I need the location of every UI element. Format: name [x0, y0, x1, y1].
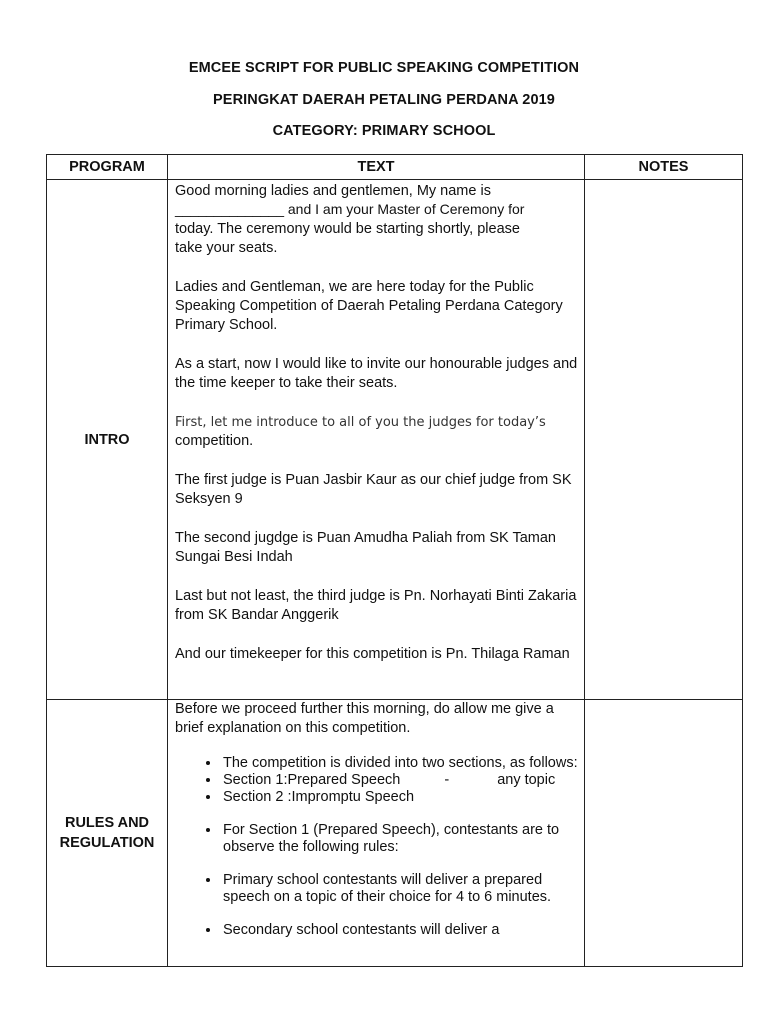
intro-greeting-line2: ______________ and I am your Master of Ceremony for	[175, 201, 525, 217]
program-label-rules-line2: REGULATION	[59, 835, 155, 851]
program-label-rules-line1: RULES AND	[64, 815, 150, 831]
table-header-row	[47, 155, 743, 180]
intro-paragraph-greeting	[175, 182, 578, 258]
rules-bullet-list-sections	[175, 755, 578, 806]
rules-bullet-primary: • Primary school contestants will deliver a prepared speech on a topic of their choice for 4 to 6 minutes.	[221, 872, 578, 906]
program-cell-intro	[47, 180, 168, 700]
section1-dash: -	[444, 772, 450, 788]
column-header-text: TEXT	[168, 155, 585, 180]
table-row-intro	[47, 180, 743, 700]
rules-bullet-list-section1-rules	[175, 822, 578, 856]
intro-greeting-line1: Good morning ladies and gentlemen, My name is	[175, 183, 491, 199]
section1-label: Section 1:Prepared Speech	[223, 772, 401, 788]
intro-paragraph-judge2: The second jugdge is Puan Amudha Paliah from SK Taman Sungai Besi Indah	[175, 530, 556, 565]
intro-paragraph-timekeeper: And our timekeeper for this competition is Pn. Thilaga Raman	[175, 646, 570, 662]
rules-bullet-section2: • Section 2 :Impromptu Speech	[221, 789, 578, 806]
column-header-notes: NOTES	[585, 155, 743, 180]
section1-topic: any topic	[497, 772, 556, 788]
rules-bullet-section1-rules: • For Section 1 (Prepared Speech), contestants are to observe the following rules:	[221, 822, 578, 856]
rules-bullet-list-primary	[175, 872, 578, 906]
rules-paragraph-intro: Before we proceed further this morning, do allow me give a brief explanation on this competition.	[175, 701, 554, 736]
category-heading: CATEGORY: PRIMARY SCHOOL	[272, 123, 496, 139]
script-table	[46, 154, 743, 967]
intro-paragraph-judges	[175, 413, 578, 451]
rules-bullet-secondary: • Secondary school contestants will deliver a	[221, 922, 578, 939]
rules-bullet-list-secondary	[175, 922, 578, 939]
column-header-program: PROGRAM	[47, 155, 168, 180]
rules-bullet-section1	[221, 772, 578, 789]
program-label-intro: INTRO	[84, 431, 130, 448]
notes-cell-intro	[585, 180, 743, 700]
notes-cell-rules	[585, 700, 743, 967]
text-cell-rules	[168, 700, 585, 967]
intro-judges-line1: First, let me introduce to all of you the judges for today’s	[175, 415, 546, 430]
program-cell-rules	[47, 700, 168, 967]
intro-paragraph-invite: As a start, now I would like to invite our honourable judges and the time keeper to take their seats.	[175, 356, 578, 391]
intro-paragraph-judge1: The first judge is Puan Jasbir Kaur as our chief judge from SK Seksyen 9	[175, 472, 572, 507]
intro-paragraph-judge3: Last but not least, the third judge is Pn. Norhayati Binti Zakaria from SK Bandar Anggerik	[175, 588, 577, 623]
intro-paragraph-welcome: Ladies and Gentleman, we are here today for the Public Speaking Competition of Daerah Petaling Perdana Category Primary School.	[175, 279, 563, 333]
document-subtitle: PERINGKAT DAERAH PETALING PERDANA 2019	[213, 92, 555, 108]
text-cell-intro	[168, 180, 585, 700]
intro-judges-line2: competition.	[175, 433, 254, 449]
table-row-rules	[47, 700, 743, 967]
intro-greeting-line4: take your seats.	[175, 240, 278, 256]
intro-greeting-line3: today. The ceremony would be starting shortly, please	[175, 221, 520, 237]
rules-bullet-sections: • The competition is divided into two sections, as follows:	[221, 755, 578, 772]
document-title: EMCEE SCRIPT FOR PUBLIC SPEAKING COMPETITION	[188, 60, 580, 76]
